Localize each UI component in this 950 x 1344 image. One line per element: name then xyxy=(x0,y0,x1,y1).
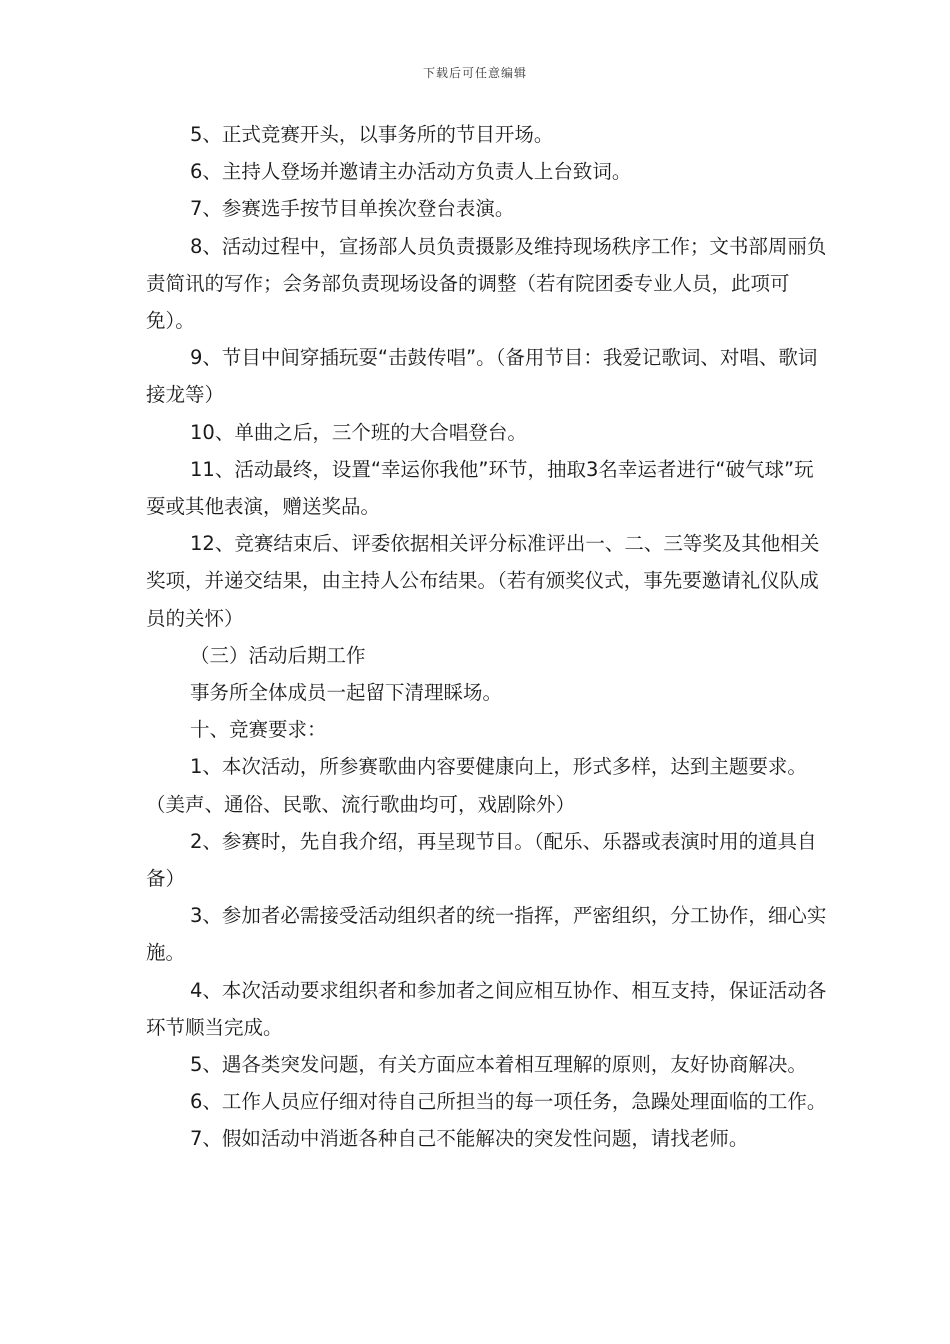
paragraph: 6、主持人登场并邀请主办活动方负责人上台致词。 xyxy=(190,160,632,184)
paragraph: 7、参赛选手按节目单挨次登台表演。 xyxy=(190,197,515,221)
header-note: 下载后可任意编辑 xyxy=(422,66,527,80)
paragraph: 5、正式竞赛开头，以事务所的节目开场。 xyxy=(190,123,554,146)
paragraph: 4、本次活动要求组织者和参加者之间应相互协作、相互支持，保证活动各环节顺当完成。 xyxy=(146,978,827,1039)
paragraph: 9、节目中间穿插玩耍“击鼓传唱”。（备用节目：我爱记歌词、对唱、歌词接龙等） xyxy=(146,346,818,407)
paragraph: 12、竞赛结束后、评委依据相关评分标准评出一、二、三等奖及其他相关奖项，并递交结果，由主持人公布结果。（若有颁奖仪式，事先要邀请礼仪队成员的关怀） xyxy=(146,532,820,630)
paragraph: 7、假如活动中消逝各种自己不能解决的突发性问题，请找老师。 xyxy=(190,1127,749,1151)
paragraph: 2、参赛时，先自我介绍，再呈现节目。（配乐、乐器或表演时用的道具自备） xyxy=(146,829,817,891)
paragraph: 5、遇各类突发问题，有关方面应本着相互理解的原则，友好协商解决。 xyxy=(190,1053,807,1077)
paragraph: 事务所全体成员一起留下清理睬场。 xyxy=(190,681,503,705)
paragraph: 8、活动过程中，宣扬部人员负责摄影及维持现场秩序工作；文书部周丽负责简讯的写作；会务部负责现场设备的调整（若有院团委专业人员，此项可免）。 xyxy=(146,234,827,333)
paragraph: 11、活动最终，设置“幸运你我他”环节，抽取3名幸运者进行“破气球”玩耍或其他表演，赠送奖品。 xyxy=(146,457,814,519)
paragraph: 3、参加者必需接受活动组织者的统一指挥，严密组织，分工协作，细心实施。 xyxy=(146,904,827,965)
section-heading: （三）活动后期工作 xyxy=(190,643,366,667)
document-body xyxy=(146,116,830,1158)
paragraph: 6、工作人员应仔细对待自己所担当的每一项任务，急躁处理面临的工作。 xyxy=(190,1090,827,1114)
paragraph: 10、单曲之后，三个班的大合唱登台。 xyxy=(190,420,527,444)
section-heading: 十、竞赛要求： xyxy=(190,718,327,742)
paragraph: 1、本次活动，所参赛歌曲内容要健康向上，形式多样，达到主题要求。（美声、通俗、民歌、流行歌曲均可，戏剧除外） xyxy=(146,755,807,816)
